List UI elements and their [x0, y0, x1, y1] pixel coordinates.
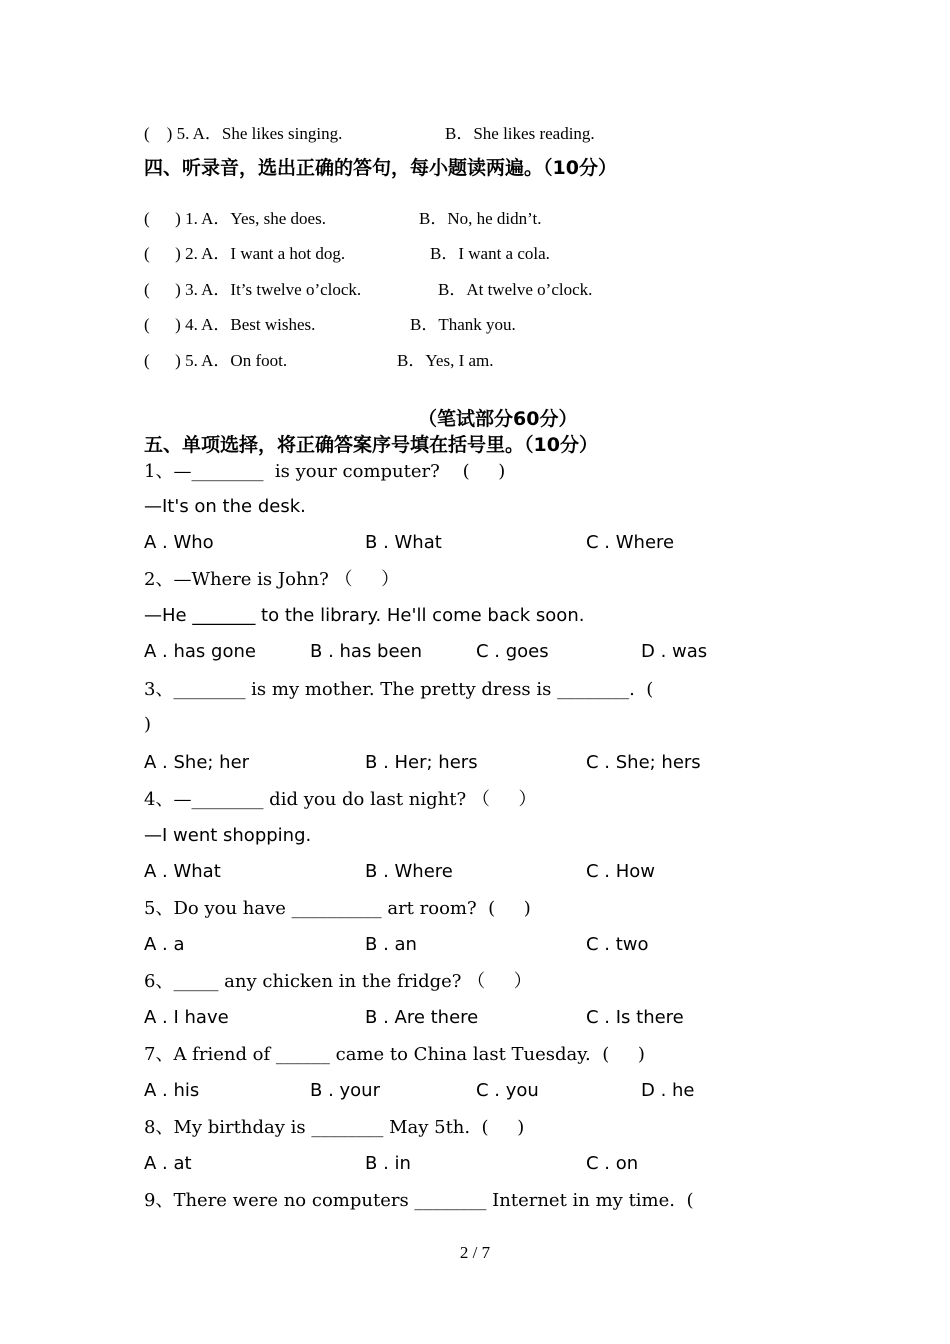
q8-option-c: C . on	[586, 1153, 639, 1174]
q3-stem-continued: )	[144, 714, 152, 735]
s4-item-3-left: ( ) 3. A．It’s twelve o’clock.	[144, 280, 362, 299]
q5-option-c: C . two	[586, 934, 649, 955]
q8-option-b: B . in	[365, 1153, 411, 1174]
s4-item-1-left: ( ) 1. A．Yes, she does.	[144, 209, 326, 228]
q5-option-b: B . an	[365, 934, 417, 955]
q4-option-a: A . What	[144, 861, 221, 882]
s4-item-2-left: ( ) 2. A．I want a hot dog.	[144, 244, 346, 263]
s4-item-4-left: ( ) 4. A．Best wishes.	[144, 315, 316, 334]
q2-stem: 2、—Where is John? （ ）	[144, 569, 400, 590]
q1-option-c: C . Where	[586, 532, 675, 553]
q2-option-c: C . goes	[476, 641, 549, 662]
s4-item-5-left: ( ) 5. A．On foot.	[144, 351, 288, 370]
s4-item-2-right: B．I want a cola.	[430, 244, 550, 263]
section-4-title: 四、听录音，选出正确的答句，每小题读两遍。（10分）	[144, 157, 617, 179]
s4-item-5-right: B．Yes, I am.	[397, 351, 494, 370]
q5-stem: 5、Do you have __________ art room? ( )	[144, 898, 531, 919]
q3-option-c: C . She; hers	[586, 752, 701, 773]
q4-option-c: C . How	[586, 861, 656, 882]
q6-option-b: B . Are there	[365, 1007, 479, 1028]
s4-item-1-right: B．No, he didn’t.	[419, 209, 542, 228]
q1-answer-line: —It's on the desk.	[144, 496, 306, 517]
s4-item-3-right: B．At twelve o’clock.	[438, 280, 593, 299]
s4-item-4-right: B．Thank you.	[410, 315, 516, 334]
q6-option-c: C . Is there	[586, 1007, 684, 1028]
q7-stem: 7、A friend of ______ came to China last Tuesday. ( )	[144, 1044, 645, 1065]
q1-stem: 1、—________ is your computer? ( )	[144, 461, 506, 482]
q3-stem: 3、________ is my mother. The pretty dress is ________. (	[144, 679, 654, 700]
q1-option-a: A . Who	[144, 532, 214, 553]
q5-option-a: A . a	[144, 934, 185, 955]
section-5-title: 五、单项选择，将正确答案序号填在括号里。（10分）	[144, 434, 598, 456]
q6-option-a: A . I have	[144, 1007, 229, 1028]
listening-item-prev-right: B．She likes reading.	[445, 124, 595, 143]
q3-option-b: B . Her; hers	[365, 752, 478, 773]
q8-stem: 8、My birthday is ________ May 5th. ( )	[144, 1117, 525, 1138]
q7-option-d: D . he	[641, 1080, 695, 1101]
q7-option-c: C . you	[476, 1080, 539, 1101]
page-number: 2 / 7	[459, 1243, 491, 1262]
q4-option-b: B . Where	[365, 861, 453, 882]
q6-stem: 6、_____ any chicken in the fridge? （ ）	[144, 971, 532, 992]
q4-stem: 4、—________ did you do last night? （ ）	[144, 789, 537, 810]
q8-option-a: A . at	[144, 1153, 192, 1174]
q2-option-d: D . was	[641, 641, 708, 662]
listening-item-prev-left: ( ) 5. A．She likes singing.	[144, 124, 343, 143]
q1-option-b: B . What	[365, 532, 442, 553]
q2-answer-line: —He _______ to the library. He'll come back soon.	[144, 605, 585, 626]
q7-option-a: A . his	[144, 1080, 200, 1101]
written-part-heading: （笔试部分60分）	[418, 408, 578, 430]
q3-option-a: A . She; her	[144, 752, 250, 773]
q9-stem: 9、There were no computers ________ Internet in my time. (	[144, 1190, 694, 1211]
q7-option-b: B . your	[310, 1080, 380, 1101]
q4-answer-line: —I went shopping.	[144, 825, 312, 846]
q2-option-b: B . has been	[310, 641, 423, 662]
q2-option-a: A . has gone	[144, 641, 256, 662]
